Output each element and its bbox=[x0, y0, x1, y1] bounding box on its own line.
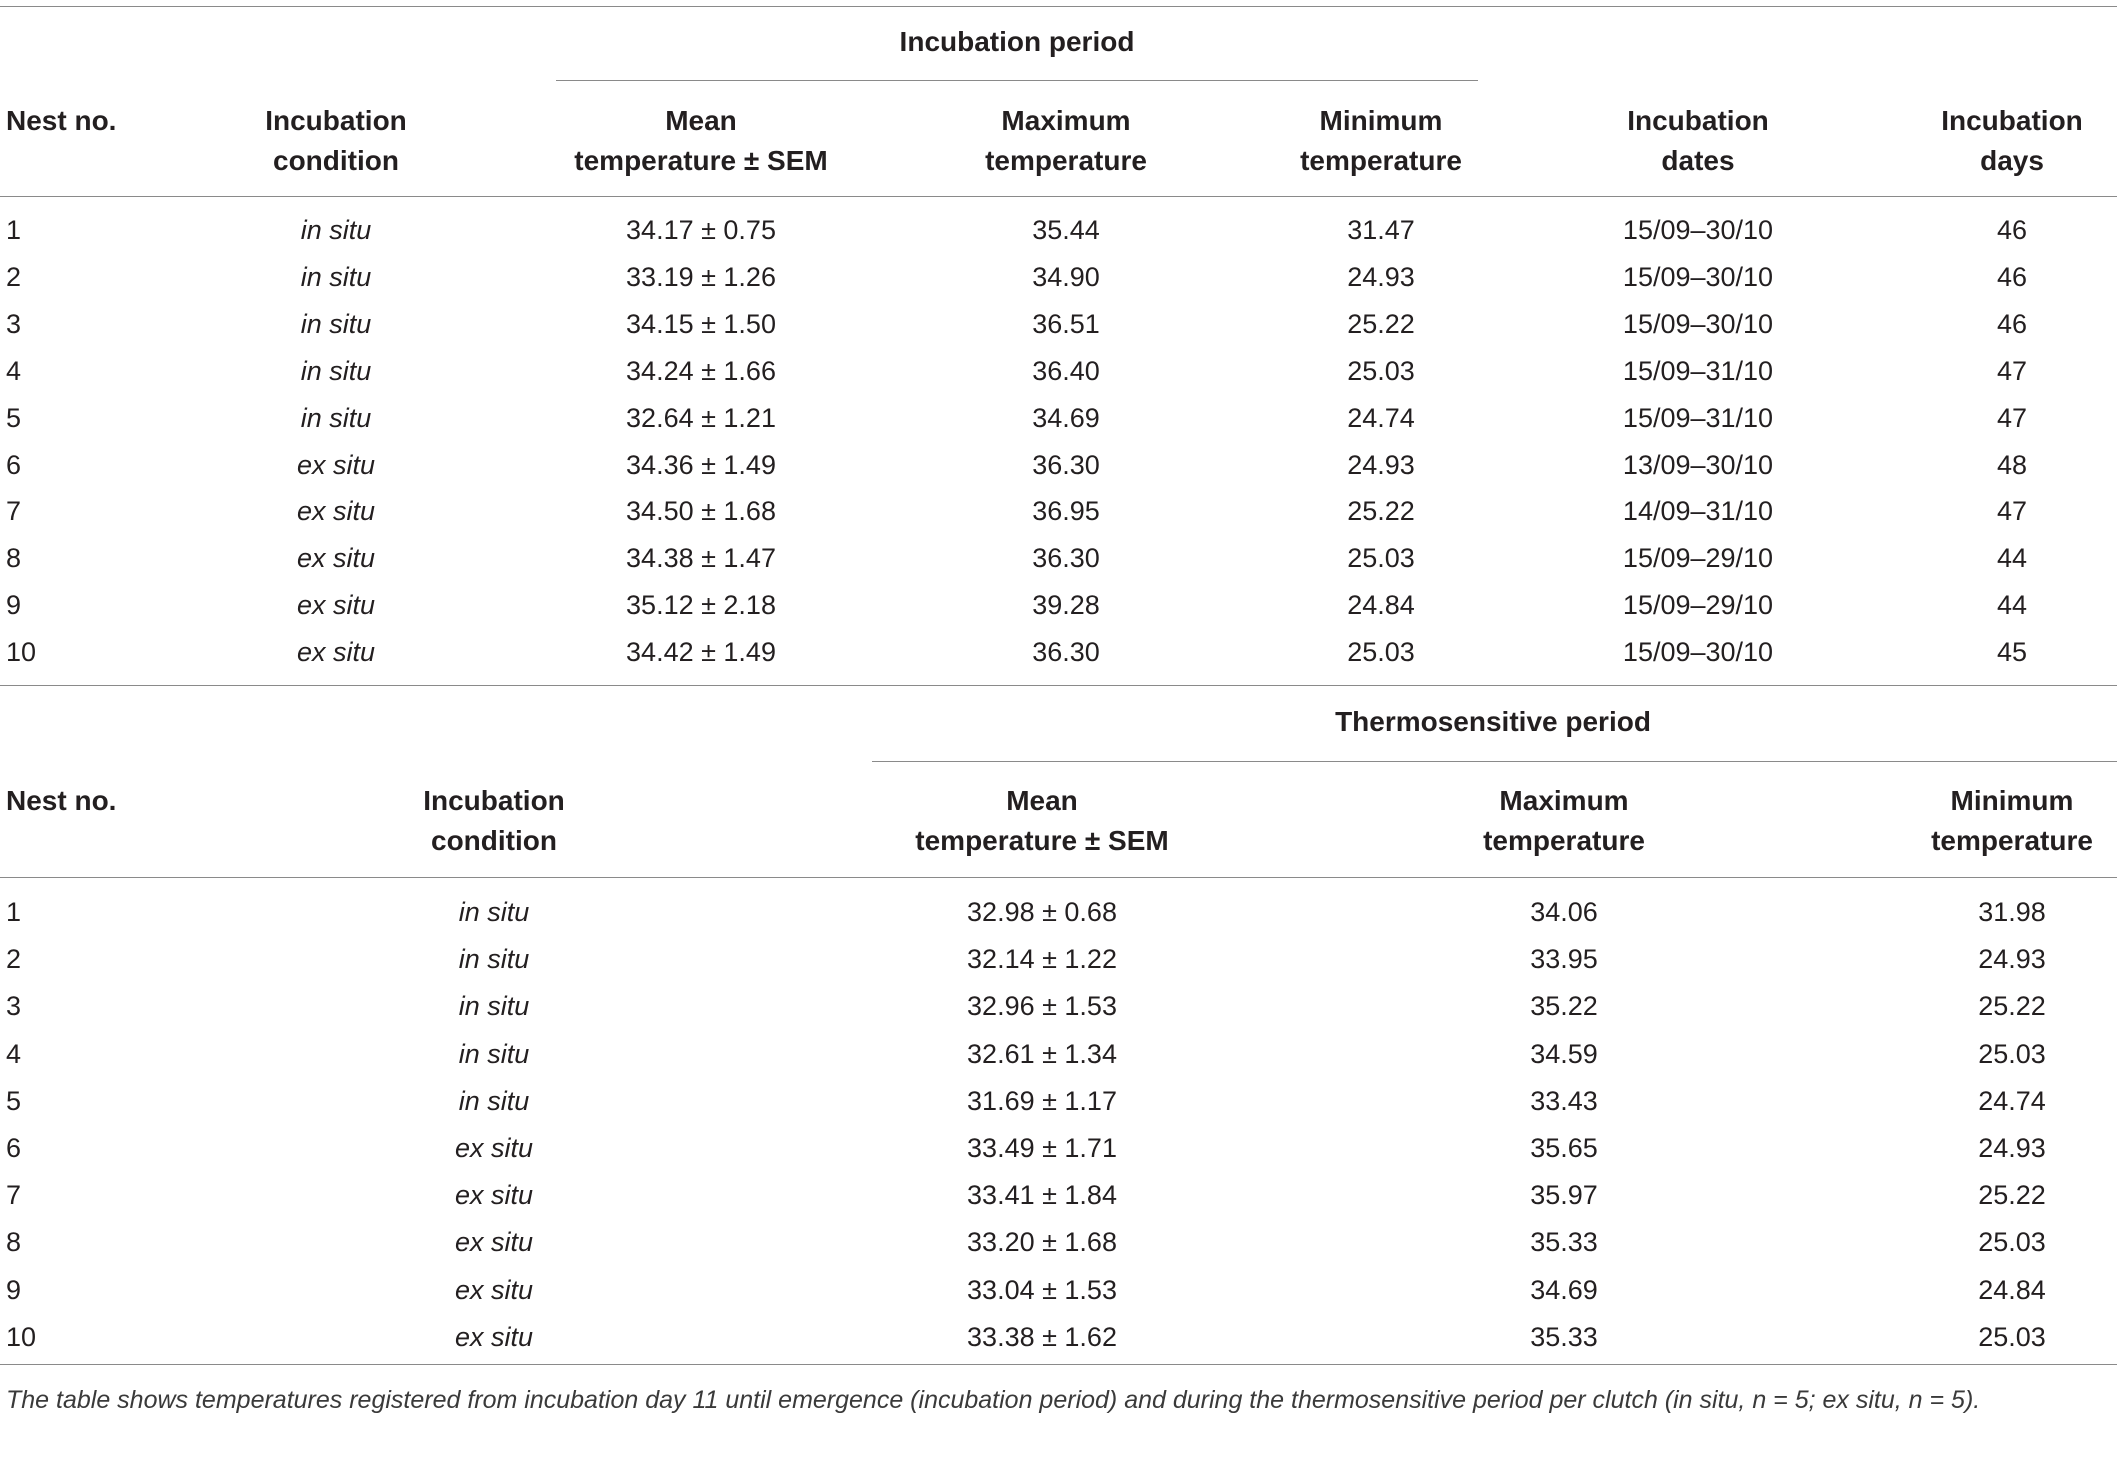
table1-cell-min: 25.03 bbox=[1347, 637, 1415, 667]
table1-header-condition-line: Incubation bbox=[265, 105, 407, 136]
table2-cell-mean: 33.38 ± 1.62 bbox=[967, 1322, 1117, 1352]
table1-header-condition bbox=[265, 101, 407, 181]
table2-cell-min: 25.03 bbox=[1978, 1227, 2046, 1257]
table1-cell-condition: in situ bbox=[300, 403, 372, 433]
table1-cell-dates: 15/09–30/10 bbox=[1622, 215, 1774, 245]
table2-cell-condition: in situ bbox=[458, 991, 530, 1021]
table2-cell-condition: in situ bbox=[458, 944, 530, 974]
table1-cell-condition: in situ bbox=[300, 215, 372, 245]
table1-cell-dates: 15/09–30/10 bbox=[1622, 262, 1774, 292]
table1-cell-days: 48 bbox=[1996, 450, 2028, 480]
table1-cell-mean: 34.17 ± 0.75 bbox=[626, 215, 776, 245]
table2-header-condition-line: condition bbox=[431, 825, 557, 856]
table2-cell-condition: ex situ bbox=[454, 1180, 534, 1210]
table1-cell-min: 24.93 bbox=[1347, 262, 1415, 292]
table2-cell-min: 25.22 bbox=[1978, 1180, 2046, 1210]
table2-cell-mean: 32.98 ± 0.68 bbox=[967, 897, 1117, 927]
table2-cell-nest: 4 bbox=[6, 1039, 22, 1069]
table1-cell-dates: 15/09–31/10 bbox=[1622, 403, 1774, 433]
table1-cell-dates: 15/09–30/10 bbox=[1622, 637, 1774, 667]
table1-header-max-line: Maximum bbox=[1001, 105, 1131, 136]
table1-cell-min: 24.84 bbox=[1347, 590, 1415, 620]
table1-header-nest-line: Nest no. bbox=[6, 105, 117, 136]
table1-cell-nest: 1 bbox=[6, 215, 22, 245]
table1-cell-dates: 15/09–29/10 bbox=[1622, 590, 1774, 620]
table2-cell-nest: 9 bbox=[6, 1275, 22, 1305]
table1-cell-condition: in situ bbox=[300, 356, 372, 386]
table1-header-rule bbox=[0, 196, 2117, 197]
table1-cell-min: 25.03 bbox=[1347, 543, 1415, 573]
table1-header-min-line: temperature bbox=[1300, 145, 1462, 176]
table1-header-min bbox=[1300, 101, 1462, 181]
table1-cell-condition: ex situ bbox=[296, 590, 376, 620]
table2-cell-min: 25.03 bbox=[1978, 1039, 2046, 1069]
table1-cell-min: 25.22 bbox=[1347, 309, 1415, 339]
table1-cell-days: 46 bbox=[1996, 309, 2028, 339]
table1-cell-days: 45 bbox=[1996, 637, 2028, 667]
table2-cell-max: 35.22 bbox=[1530, 991, 1598, 1021]
table1-cell-max: 36.30 bbox=[1032, 450, 1100, 480]
table1-cell-nest: 6 bbox=[6, 450, 22, 480]
table2-header-max-line: temperature bbox=[1483, 825, 1645, 856]
table2-cell-nest: 1 bbox=[6, 897, 22, 927]
table2-cell-condition: in situ bbox=[458, 1039, 530, 1069]
table1-cell-days: 47 bbox=[1996, 403, 2028, 433]
table1-cell-dates: 14/09–31/10 bbox=[1622, 496, 1774, 526]
table1-cell-max: 39.28 bbox=[1032, 590, 1100, 620]
table2-header-min-line: Minimum bbox=[1950, 785, 2074, 816]
table1-cell-max: 34.69 bbox=[1032, 403, 1100, 433]
table2-cell-nest: 8 bbox=[6, 1227, 22, 1257]
table1-cell-days: 44 bbox=[1996, 590, 2028, 620]
table2-header-nest bbox=[6, 781, 116, 821]
table2-cell-nest: 6 bbox=[6, 1133, 22, 1163]
table2-cell-max: 35.65 bbox=[1530, 1133, 1598, 1163]
table1-cell-max: 36.95 bbox=[1032, 496, 1100, 526]
table2-cell-max: 33.95 bbox=[1530, 944, 1598, 974]
table1-cell-max: 36.40 bbox=[1032, 356, 1100, 386]
table2-cell-condition: ex situ bbox=[454, 1227, 534, 1257]
table1-cell-mean: 34.50 ± 1.68 bbox=[626, 496, 776, 526]
table1-cell-nest: 3 bbox=[6, 309, 22, 339]
table2-cell-condition: in situ bbox=[458, 1086, 530, 1116]
table1-cell-min: 25.22 bbox=[1347, 496, 1415, 526]
table1-cell-min: 24.93 bbox=[1347, 450, 1415, 480]
table2-cell-mean: 32.14 ± 1.22 bbox=[967, 944, 1117, 974]
table2-cell-condition: ex situ bbox=[454, 1133, 534, 1163]
table1-cell-max: 36.51 bbox=[1032, 309, 1100, 339]
table2-header-min bbox=[1931, 781, 2093, 861]
table2-cell-max: 35.33 bbox=[1530, 1227, 1598, 1257]
table1-group-rule bbox=[556, 80, 1478, 81]
table1-cell-min: 31.47 bbox=[1347, 215, 1415, 245]
table2-header-condition bbox=[423, 781, 565, 861]
table2-header-condition-line: Incubation bbox=[423, 785, 565, 816]
table1-cell-dates: 15/09–31/10 bbox=[1622, 356, 1774, 386]
table1-header-mean-line: temperature ± SEM bbox=[574, 145, 828, 176]
table2-header-mean-line: Mean bbox=[1006, 785, 1078, 816]
table1-top-rule bbox=[0, 6, 2117, 7]
table2-bottom-rule bbox=[0, 1364, 2117, 1365]
table1-cell-mean: 35.12 ± 2.18 bbox=[626, 590, 776, 620]
table1-header-dates-line: Incubation bbox=[1627, 105, 1769, 136]
table2-cell-nest: 7 bbox=[6, 1180, 22, 1210]
table1-cell-condition: in situ bbox=[300, 309, 372, 339]
table1-cell-dates: 13/09–30/10 bbox=[1622, 450, 1774, 480]
table1-cell-days: 46 bbox=[1996, 215, 2028, 245]
table2-cell-nest: 5 bbox=[6, 1086, 22, 1116]
table1-header-days-line: Incubation bbox=[1941, 105, 2083, 136]
table1-cell-condition: ex situ bbox=[296, 496, 376, 526]
table1-header-min-line: Minimum bbox=[1319, 105, 1443, 136]
table2-cell-max: 35.97 bbox=[1530, 1180, 1598, 1210]
table2-cell-max: 34.59 bbox=[1530, 1039, 1598, 1069]
table2-cell-nest: 2 bbox=[6, 944, 22, 974]
table1-cell-nest: 9 bbox=[6, 590, 22, 620]
table2-cell-max: 33.43 bbox=[1530, 1086, 1598, 1116]
table2-cell-mean: 32.61 ± 1.34 bbox=[967, 1039, 1117, 1069]
table2-cell-nest: 3 bbox=[6, 991, 22, 1021]
table2-cell-min: 24.93 bbox=[1978, 1133, 2046, 1163]
table2-cell-mean: 33.41 ± 1.84 bbox=[967, 1180, 1117, 1210]
table2-cell-mean: 33.20 ± 1.68 bbox=[967, 1227, 1117, 1257]
table1-cell-max: 35.44 bbox=[1032, 215, 1100, 245]
table1-cell-mean: 34.15 ± 1.50 bbox=[626, 309, 776, 339]
table1-cell-mean: 34.36 ± 1.49 bbox=[626, 450, 776, 480]
table1-header-mean-line: Mean bbox=[665, 105, 737, 136]
table2-cell-min: 24.93 bbox=[1978, 944, 2046, 974]
table2-cell-min: 25.22 bbox=[1978, 991, 2046, 1021]
table2-cell-condition: ex situ bbox=[454, 1275, 534, 1305]
table2-group-rule bbox=[872, 761, 2117, 762]
table2-cell-condition: in situ bbox=[458, 897, 530, 927]
table1-cell-mean: 34.38 ± 1.47 bbox=[626, 543, 776, 573]
table1-cell-dates: 15/09–29/10 bbox=[1622, 543, 1774, 573]
table1-cell-nest: 7 bbox=[6, 496, 22, 526]
table2-cell-min: 24.74 bbox=[1978, 1086, 2046, 1116]
table2-header-nest-line: Nest no. bbox=[6, 785, 117, 816]
table1-cell-days: 47 bbox=[1996, 496, 2028, 526]
table1-cell-nest: 5 bbox=[6, 403, 22, 433]
table1-header-days-line: days bbox=[1980, 145, 2044, 176]
table1-cell-mean: 33.19 ± 1.26 bbox=[626, 262, 776, 292]
table2-cell-max: 34.69 bbox=[1530, 1275, 1598, 1305]
table1-cell-max: 36.30 bbox=[1032, 543, 1100, 573]
table2-cell-min: 31.98 bbox=[1978, 897, 2046, 927]
table2-cell-mean: 33.04 ± 1.53 bbox=[967, 1275, 1117, 1305]
table1-cell-mean: 32.64 ± 1.21 bbox=[626, 403, 776, 433]
table1-header-dates bbox=[1627, 101, 1769, 181]
table2-cell-max: 35.33 bbox=[1530, 1322, 1598, 1352]
table1-group-header: Incubation period bbox=[899, 26, 1135, 57]
table2-cell-min: 24.84 bbox=[1978, 1275, 2046, 1305]
table2-top-rule bbox=[0, 685, 2117, 686]
table1-cell-max: 36.30 bbox=[1032, 637, 1100, 667]
table2-cell-mean: 31.69 ± 1.17 bbox=[967, 1086, 1117, 1116]
table2-header-mean bbox=[915, 781, 1168, 861]
table1-cell-mean: 34.42 ± 1.49 bbox=[626, 637, 776, 667]
table2-cell-mean: 33.49 ± 1.71 bbox=[967, 1133, 1117, 1163]
table1-cell-min: 24.74 bbox=[1347, 403, 1415, 433]
table1-cell-nest: 10 bbox=[6, 637, 37, 667]
table1-cell-days: 46 bbox=[1996, 262, 2028, 292]
table2-cell-min: 25.03 bbox=[1978, 1322, 2046, 1352]
table1-cell-nest: 2 bbox=[6, 262, 22, 292]
table1-cell-mean: 34.24 ± 1.66 bbox=[626, 356, 776, 386]
table2-header-mean-line: temperature ± SEM bbox=[915, 825, 1169, 856]
table1-cell-dates: 15/09–30/10 bbox=[1622, 309, 1774, 339]
table1-cell-days: 47 bbox=[1996, 356, 2028, 386]
table2-header-min-line: temperature bbox=[1931, 825, 2093, 856]
table2-cell-max: 34.06 bbox=[1530, 897, 1598, 927]
table1-header-max-line: temperature bbox=[985, 145, 1147, 176]
table1-cell-min: 25.03 bbox=[1347, 356, 1415, 386]
table1-header-nest bbox=[6, 101, 116, 141]
table-footnote: The table shows temperatures registered from incubation day 11 until emergence (incubation period) and during the thermosensitive period per clutch (in situ, n = 5; ex situ, n = 5). bbox=[6, 1386, 1981, 1414]
table1-header-max bbox=[985, 101, 1147, 181]
table1-header-mean bbox=[574, 101, 827, 181]
table2-cell-mean: 32.96 ± 1.53 bbox=[967, 991, 1117, 1021]
table2-header-rule bbox=[0, 877, 2117, 878]
table2-header-max bbox=[1483, 781, 1645, 861]
table1-header-condition-line: condition bbox=[273, 145, 399, 176]
table1-cell-condition: ex situ bbox=[296, 543, 376, 573]
table1-header-dates-line: dates bbox=[1661, 145, 1735, 176]
table2-cell-nest: 10 bbox=[6, 1322, 37, 1352]
table2-header-max-line: Maximum bbox=[1499, 785, 1629, 816]
table1-cell-condition: in situ bbox=[300, 262, 372, 292]
table1-cell-nest: 8 bbox=[6, 543, 22, 573]
table2-cell-condition: ex situ bbox=[454, 1322, 534, 1352]
table1-cell-nest: 4 bbox=[6, 356, 22, 386]
table1-cell-days: 44 bbox=[1996, 543, 2028, 573]
table1-header-days bbox=[1941, 101, 2083, 181]
table1-cell-condition: ex situ bbox=[296, 637, 376, 667]
table1-cell-max: 34.90 bbox=[1032, 262, 1100, 292]
table2-group-header: Thermosensitive period bbox=[1335, 706, 1651, 737]
table1-cell-condition: ex situ bbox=[296, 450, 376, 480]
